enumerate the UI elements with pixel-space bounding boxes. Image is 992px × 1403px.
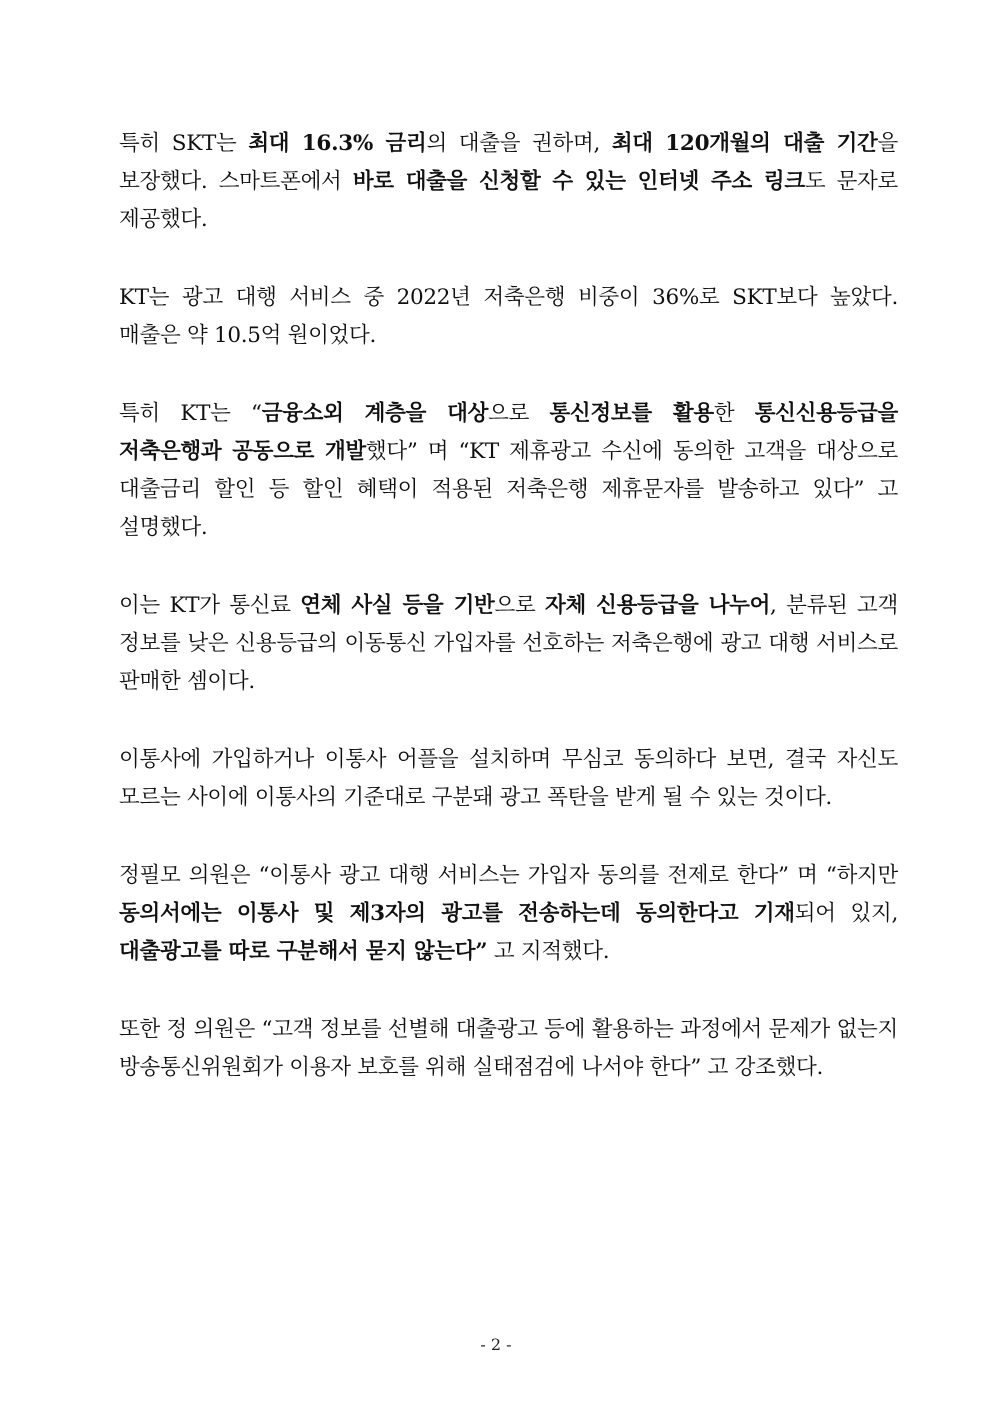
paragraph bbox=[119, 279, 898, 355]
paragraph bbox=[119, 395, 898, 547]
text-segment: 이는 KT가 통신료 bbox=[119, 593, 301, 618]
bold-text-segment: 최대 120개월의 대출 기간 bbox=[611, 131, 878, 156]
paragraph bbox=[119, 587, 898, 701]
text-segment: 으로 bbox=[488, 401, 550, 426]
text-segment: 을 보장했다. 스마트폰에서 bbox=[119, 131, 898, 194]
bold-text-segment: 동의서에는 이통사 및 제3자의 광고를 전송하는데 동의한다고 기재 bbox=[119, 901, 795, 926]
bold-text-segment: 금융소외 계층을 대상 bbox=[261, 401, 489, 426]
bold-text-segment: 연체 사실 등을 기반 bbox=[300, 593, 495, 618]
paragraph bbox=[119, 1011, 898, 1087]
paragraph bbox=[119, 857, 898, 971]
bold-text-segment: 자체 신용등급을 나누어 bbox=[544, 593, 771, 618]
text-segment: 했다” 며 “KT 제휴광고 수신에 동의한 고객을 대상으로 대출금리 할인 등 할인 혜택이 적용된 저축은행 제휴문자를 발송하고 있다” 고 설명했다. bbox=[119, 439, 899, 540]
text-segment: 정필모 의원은 “이통사 광고 대행 서비스는 가입자 동의를 전제로 한다” 며 “하지만 bbox=[119, 863, 898, 888]
page-number: - 2 - bbox=[480, 1335, 512, 1354]
text-segment: 고 지적했다. bbox=[487, 939, 610, 964]
bold-text-segment: 통신정보를 활용 bbox=[549, 401, 714, 426]
text-segment: 의 대출을 권하며, bbox=[426, 131, 612, 156]
text-segment: 한 bbox=[713, 401, 755, 426]
bold-text-segment: 최대 16.3% 금리 bbox=[248, 131, 427, 156]
text-segment: 으로 bbox=[494, 593, 545, 618]
article-body bbox=[119, 125, 898, 1127]
paragraph bbox=[119, 125, 898, 239]
text-segment: 또한 정 의원은 “고객 정보를 선별해 대출광고 등에 활용하는 과정에서 문제가 없는지 방송통신위원회가 이용자 보호를 위해 실태점검에 나서야 한다” 고 강조했다. bbox=[119, 1017, 898, 1080]
text-segment: 특히 KT는 “ bbox=[119, 401, 262, 426]
text-segment: 특히 SKT는 bbox=[119, 131, 249, 156]
paragraph bbox=[119, 741, 898, 817]
text-segment: , 분류된 고객 정보를 낮은 신용등급의 이동통신 가입자를 선호하는 저축은행에 광고 대행 서비스로 판매한 셈이다. bbox=[119, 593, 898, 694]
text-segment: 도 문자로 제공했다. bbox=[119, 169, 898, 232]
text-segment: 되어 있지, bbox=[794, 901, 898, 926]
bold-text-segment: 바로 대출을 신청할 수 있는 인터넷 주소 링크 bbox=[352, 169, 805, 194]
text-segment: 이통사에 가입하거나 이통사 어플을 설치하며 무심코 동의하다 보면, 결국 자신도 모르는 사이에 이통사의 기준대로 구분돼 광고 폭탄을 받게 될 수 있는 것이다. bbox=[119, 747, 898, 810]
bold-text-segment: 대출광고를 따로 구분해서 묻지 않는다” bbox=[119, 939, 488, 964]
bold-text-segment: 통신신용등급을 저축은행과 공동으로 개발 bbox=[119, 401, 898, 464]
text-segment: KT는 광고 대행 서비스 중 2022년 저축은행 비중이 36%로 SKT보다 높았다. 매출은 약 10.5억 원이었다. bbox=[119, 285, 898, 348]
